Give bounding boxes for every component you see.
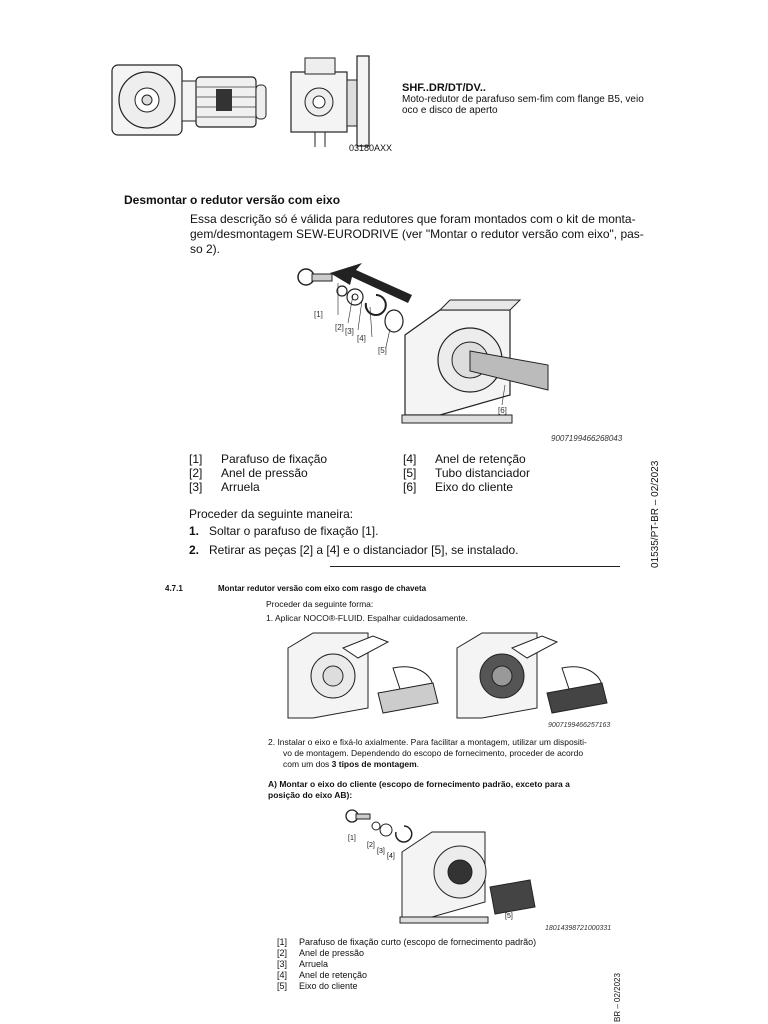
legend-item: [4] Anel de retenção	[403, 452, 526, 466]
legend-item: [5] Tubo distanciador	[403, 466, 530, 480]
figure-code: 9007199466268043	[551, 434, 623, 443]
step-2-line3: com um dos 3 tipos de montagem.	[283, 759, 420, 769]
callout-3: [3]	[377, 848, 385, 855]
intro-text-line2: gem/desmontagem SEW-EURODRIVE (ver "Montar o redutor versão com eixo", pas-	[190, 227, 644, 241]
callout-5: [5]	[378, 346, 387, 355]
option-a-line1: A) Montar o eixo do cliente (escopo de fornecimento padrão, exceto para a	[268, 779, 570, 789]
step-2-line2: vo de montagem. Dependendo do escopo de fornecimento, proceder de acordo	[283, 748, 584, 758]
gearmotor-side-view	[110, 55, 270, 155]
callout-1: [1]	[314, 310, 323, 319]
legend-item: [3] Arruela	[189, 480, 260, 494]
figure-code: 9007199466257163	[548, 722, 611, 729]
section-title: Montar redutor versão com eixo com rasgo de chaveta	[218, 584, 427, 593]
callout-5: [5]	[505, 913, 513, 920]
option-a-illustration	[340, 802, 540, 927]
legend-item: [2] Anel de pressão	[277, 948, 365, 958]
callout-2: [2]	[335, 323, 344, 332]
legend-item: [1] Parafuso de fixação curto (escopo de fornecimento padrão)	[277, 937, 537, 947]
callout-4: [4]	[357, 334, 366, 343]
procedure-intro: Proceder da seguinte forma:	[266, 599, 374, 609]
section-heading: Desmontar o redutor versão com eixo	[124, 193, 341, 207]
step-2-line1: 2. Instalar o eixo e fixá-lo axialmente. Para facilitar a montagem, utilizar um dispositi-	[268, 737, 587, 747]
legend-item: [1] Parafuso de fixação	[189, 452, 328, 466]
section-number: 4.7.1	[165, 584, 183, 593]
callout-1: [1]	[348, 835, 356, 842]
legend-item: [6] Eixo do cliente	[403, 480, 514, 494]
gearmotor-front-view	[285, 52, 385, 152]
step1-illustration-left	[283, 628, 443, 723]
step1-illustration-right	[452, 628, 612, 723]
callout-6: [6]	[498, 406, 507, 415]
side-label: BR – 02/2023	[613, 973, 622, 1022]
callout-3: [3]	[345, 327, 354, 336]
figure-code: 18014398721000331	[545, 925, 612, 932]
legend-item: [5] Eixo do cliente	[277, 981, 358, 991]
legend-item: [4] Anel de retenção	[277, 970, 368, 980]
section-divider	[330, 566, 620, 567]
step-2: 2. Retirar as peças [2] a [4] e o distanciador [5], se instalado.	[189, 543, 519, 557]
step-1: 1. Aplicar NOCO®-FLUID. Espalhar cuidadosamente.	[266, 613, 468, 623]
model-description-2: oco e disco de aperto	[402, 105, 498, 116]
figure-code: 03180AXX	[349, 143, 393, 153]
callout-2: [2]	[367, 842, 375, 849]
option-a-line2: posição do eixo AB):	[268, 790, 353, 800]
side-label: 01535/PT-BR – 02/2023	[650, 460, 661, 568]
dismount-illustration	[290, 255, 550, 430]
step-1: 1. Soltar o parafuso de fixação [1].	[189, 524, 379, 538]
model-description: Moto-redutor de parafuso sem-fim com flange B5, veio	[402, 94, 644, 105]
intro-text-line3: so 2).	[190, 242, 221, 256]
legend-item: [2] Anel de pressão	[189, 466, 308, 480]
intro-text-line1: Essa descrição só é válida para redutores que foram montados com o kit de monta-	[190, 212, 636, 226]
model-title: SHF..DR/DT/DV..	[402, 82, 486, 94]
callout-4: [4]	[387, 853, 395, 860]
legend-item: [3] Arruela	[277, 959, 329, 969]
procedure-intro: Proceder da seguinte maneira:	[189, 507, 354, 521]
